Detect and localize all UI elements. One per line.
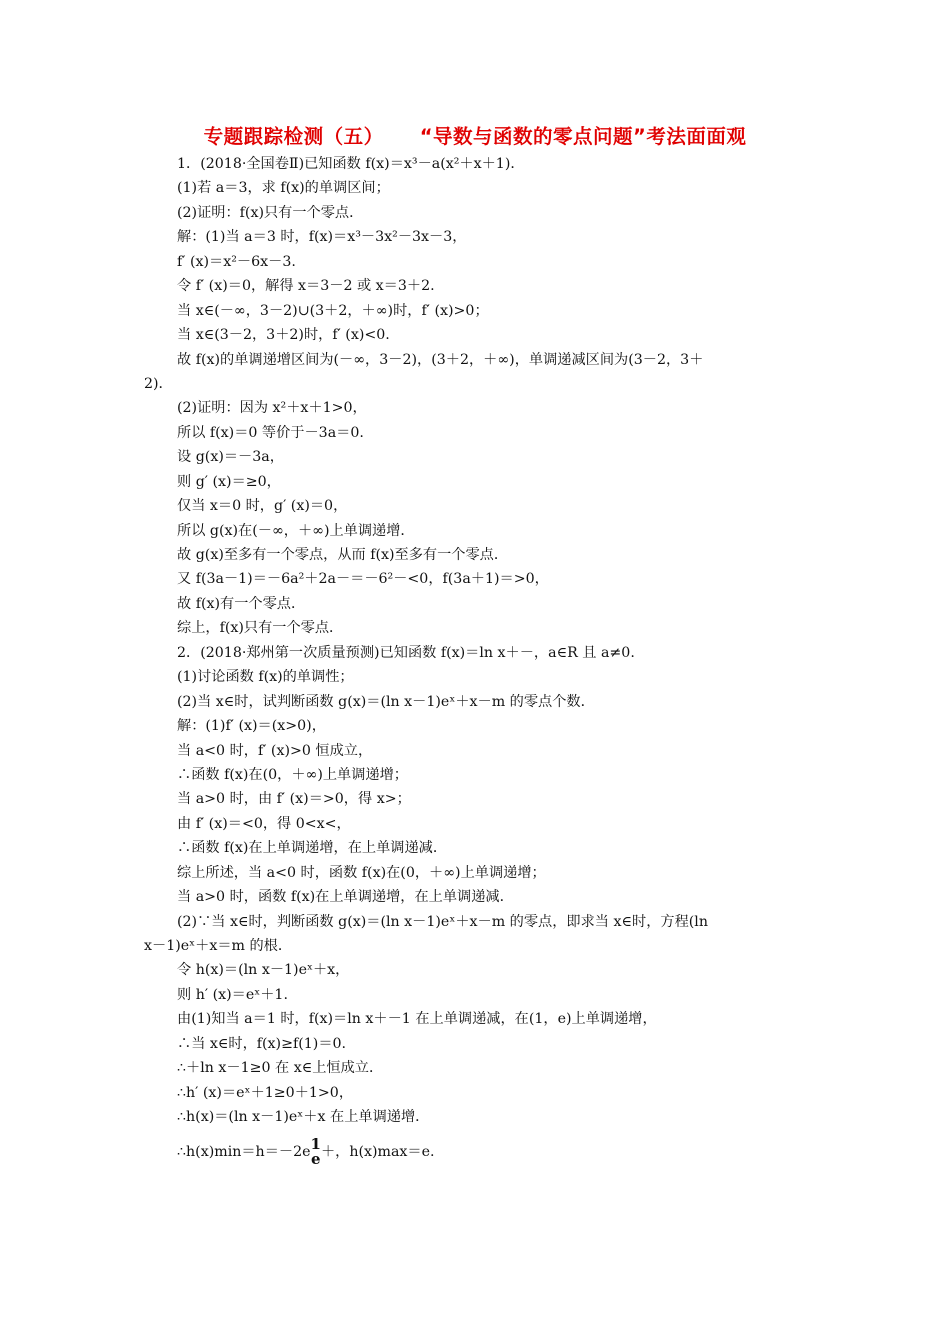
text-line: 令 h(x)＝(ln x－1)eˣ＋x，	[177, 962, 350, 979]
text-line-final	[144, 1130, 810, 1174]
text-line: 所以 g(x)在(－∞，＋∞)上单调递增．	[177, 522, 415, 539]
text-line: ∴当 x∈时，f(x)≥f(1)＝0.	[177, 1035, 347, 1052]
text-line: 所以 f(x)＝0 等价于－3a＝0.	[177, 424, 364, 441]
fraction-numerator: 1	[310, 1134, 321, 1153]
text-line: ∴h(x)＝(ln x－1)eˣ＋x 在上单调递增．	[177, 1109, 430, 1126]
text-line: 由(1)知当 a＝1 时，f(x)＝ln x＋－1 在上单调递减，在(1，e)上单调递增，	[177, 1011, 657, 1028]
text-line: 又 f(3a－1)＝－6a²＋2a－＝－6²－<0，f(3a＋1)＝>0，	[177, 571, 549, 588]
text-line: 由 f′ (x)＝<0，得 0<x<，	[177, 815, 351, 832]
text-line: 故 f(x)有一个零点．	[177, 595, 306, 612]
text-line: 解：(1)当 a＝3 时，f(x)＝x³－3x²－3x－3，	[177, 229, 467, 246]
page-title	[0, 121, 950, 149]
text-line: 设 g(x)＝－3a，	[177, 449, 284, 466]
text-line: (2)证明：因为 x²＋x＋1>0，	[177, 400, 367, 417]
text-line: (1)若 a＝3，求 f(x)的单调区间；	[177, 180, 390, 197]
final-part1: ∴h(x)min＝h＝－2e	[177, 1143, 311, 1160]
title-left: 专题跟踪检测（五）	[203, 125, 384, 148]
text-line: 当 a>0 时，由 f′ (x)＝>0，得 x>；	[177, 791, 411, 808]
text-line: ∴＋ln x－1≥0 在 x∈上恒成立．	[177, 1060, 384, 1077]
text-line: 故 g(x)至多有一个零点，从而 f(x)至多有一个零点．	[177, 547, 509, 563]
text-line: 当 x∈(3－2，3＋2)时，f′ (x)<0.	[177, 327, 390, 344]
text-line: 仅当 x＝0 时，g′ (x)＝0，	[177, 498, 348, 515]
text-line: 解：(1)f′ (x)＝(x>0)，	[177, 718, 326, 735]
text-line: 当 a<0 时，f′ (x)>0 恒成立，	[177, 742, 373, 759]
text-line: 2)．	[144, 375, 173, 392]
text-line: 综上所述，当 a<0 时，函数 f(x)在(0，＋∞)上单调递增；	[177, 864, 546, 881]
text-line: x－1)eˣ＋x＝m 的根．	[144, 938, 293, 954]
text-line: ∴函数 f(x)在上单调递增，在上单调递减．	[177, 840, 448, 857]
text-line: ∴函数 f(x)在(0，＋∞)上单调递增；	[177, 766, 408, 783]
text-line: (2)证明：f(x)只有一个零点．	[177, 204, 364, 221]
text-line: 则 g′ (x)＝≥0，	[177, 473, 281, 490]
text-line: (2)∵当 x∈时，判断函数 g(x)＝(ln x－1)eˣ＋x－m 的零点，即求当 x∈时，方程(ln	[177, 913, 708, 930]
text-line: 当 x∈(－∞，3－2)∪(3＋2，＋∞)时，f′ (x)>0；	[177, 302, 489, 319]
text-line: ∴h′ (x)＝eˣ＋1≥0＋1>0，	[177, 1084, 354, 1101]
text-line: (2)当 x∈时，试判断函数 g(x)＝(ln x－1)eˣ＋x－m 的零点个数．	[177, 693, 595, 710]
text-line: (1)讨论函数 f(x)的单调性；	[177, 669, 354, 686]
text-line: 则 h′ (x)＝eˣ＋1.	[177, 986, 288, 1003]
text-line: 2．(2018·郑州第一次质量预测)已知函数 f(x)＝ln x＋－，a∈R 且 a≠0.	[177, 644, 635, 661]
text-line: 令 f′ (x)＝0，解得 x＝3－2 或 x＝3＋2.	[177, 278, 435, 295]
text-line: 故 f(x)的单调递增区间为(－∞，3－2)，(3＋2，＋∞)，单调递减区间为(3－2，3＋	[177, 351, 704, 368]
text-line: 综上，f(x)只有一个零点．	[177, 620, 344, 637]
final-part2: ＋，h(x)max＝e.	[320, 1143, 435, 1160]
body-text	[144, 152, 810, 1174]
fraction-denominator: e	[310, 1149, 321, 1168]
text-line: 当 a>0 时，函数 f(x)在上单调递增，在上单调递减．	[177, 889, 514, 906]
text-line: f′ (x)＝x²－6x－3.	[177, 253, 296, 270]
title-right: “导数与函数的零点问题”考法面面观	[419, 125, 747, 148]
fraction	[310, 1134, 321, 1168]
text-line: 1．(2018·全国卷Ⅱ)已知函数 f(x)＝x³－a(x²＋x＋1)．	[177, 156, 525, 172]
